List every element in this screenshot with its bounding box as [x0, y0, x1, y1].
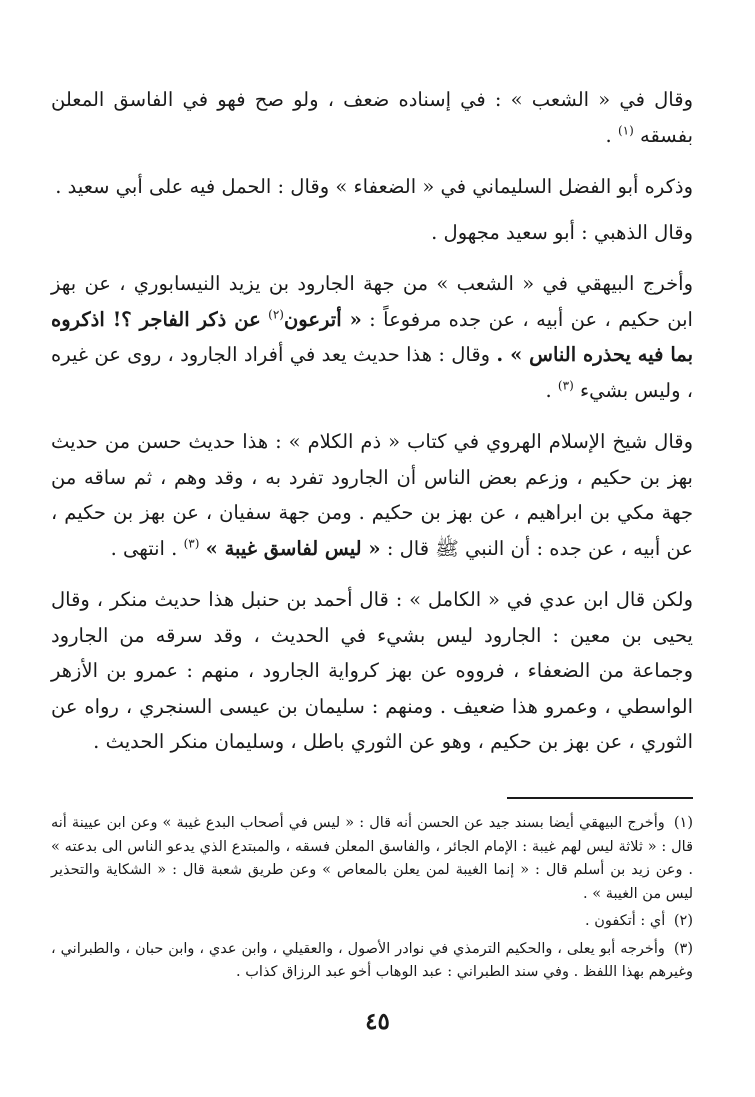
paragraph-end: . — [605, 123, 612, 147]
paragraph-text: ولكن قال ابن عدي في « الكامل » : قال أحمد بن حنبل هذا حديث منكر ، وقال يحيى بن معين : الجارود ليس بشيء في الحديث ، وقد سرقه من الجارود وجماعة من الضعفاء ، فرووه عن بهز كرواية الجارود ، منهم : عمرو بن الأزهر الواسطي ، وعمرو هذا ضعيف . ومنهم : سليمان بن عيسى السنجري ، رواه عن الثوري ، عن بهز بن حكيم ، وهو عن الثوري باطل ، وسليمان منكر الحديث . — [51, 588, 693, 753]
paragraph-2 — [51, 169, 693, 205]
footnote-number: (٢) — [673, 913, 693, 929]
footnote-number: (١) — [673, 815, 693, 831]
paragraph-text: وقال الذهبي : أبو سعيد مجهول . — [431, 220, 693, 244]
footnote-ref: (٣) — [557, 378, 574, 392]
footnote-item — [51, 812, 693, 906]
footnote-text: أي : أتكفون . — [585, 913, 666, 929]
footnote-divider — [507, 797, 693, 799]
footnote-item — [51, 938, 693, 985]
hadith-quote: « ليس لفاسق غيبة » — [205, 536, 381, 560]
page-number: ٤٥ — [365, 1008, 390, 1035]
paragraph-text: وقال : هذا حديث يعد في أفراد الجارود ، روى عن غيره ، وليس بشيء — [51, 343, 693, 402]
paragraph-text: وقال شيخ الإسلام الهروي في كتاب « ذم الكلام » : هذا حديث حسن من حديث بهز بن حكيم ، وزعم بعض الناس أن الجارود تفرد به ، وقد وهم ، ثم ساقه من جهة مكي بن ابراهيم ، عن بهز بن حكيم . ومن جهة سفيان ، عن بهز بن حكيم ، عن أبيه ، عن جده : أن النبي ﷺ قال : — [51, 430, 693, 560]
paragraph-5 — [51, 424, 693, 566]
paragraph-6 — [51, 582, 693, 760]
main-text — [51, 82, 693, 760]
paragraph-text: وقال في « الشعب » : في إسناده ضعف ، ولو صح فهو في الفاسق المعلن بفسقه — [51, 88, 693, 147]
paragraph-1 — [51, 82, 693, 153]
hadith-quote: « أترعون — [283, 307, 362, 331]
footnote-ref: (٢) — [268, 307, 284, 321]
paragraph-4 — [51, 266, 693, 408]
footnote-ref: (٣) — [183, 536, 200, 550]
hadith-quote: عن ذكر الفاجر ؟! اذكروه بما فيه يحذره الناس » . — [51, 307, 694, 366]
footnotes — [51, 812, 693, 989]
paragraph-end: . — [545, 378, 552, 402]
footnote-text: وأخرجه أبو يعلى ، والحكيم الترمذي في نوادر الأصول ، والعقيلي ، وابن عدي ، وابن حبان ، والطبراني ، وغيرهم بهذا اللفظ . وفي سند الطبراني : عبد الوهاب أخو عبد الرزاق كذاب . — [51, 940, 693, 980]
footnote-ref: (١) — [617, 123, 634, 137]
footnote-text: وأخرج البيهقي أيضا بسند جيد عن الحسن أنه قال : « ليس في أصحاب البدع غيبة » وعن ابن عيينة أنه قال : « ثلاثة ليس لهم غيبة : الإمام الجائر ، والفاسق المعلن فسقه ، والمبتدع الذي يدعو الناس الى بدعته » . وعن زيد بن أسلم قال : « إنما الغيبة لمن يعلن بالمعاص » وعن طريق شعبة قال : « الشكاية والتحذير ليس من الغيبة » . — [51, 815, 693, 902]
footnote-number: (٣) — [673, 940, 693, 957]
paragraph-text: وذكره أبو الفضل السليماني في « الضعفاء » وقال : الحمل فيه على أبي سعيد . — [55, 175, 693, 198]
footnote-item — [51, 910, 693, 934]
paragraph-3 — [51, 215, 693, 251]
paragraph-text: وأخرج البيهقي في « الشعب » من جهة الجارود بن يزيد النيسابوري ، عن بهز ابن حكيم ، عن أبيه ، عن جده مرفوعاً : — [51, 272, 693, 331]
paragraph-end: . انتهى . — [110, 536, 178, 560]
